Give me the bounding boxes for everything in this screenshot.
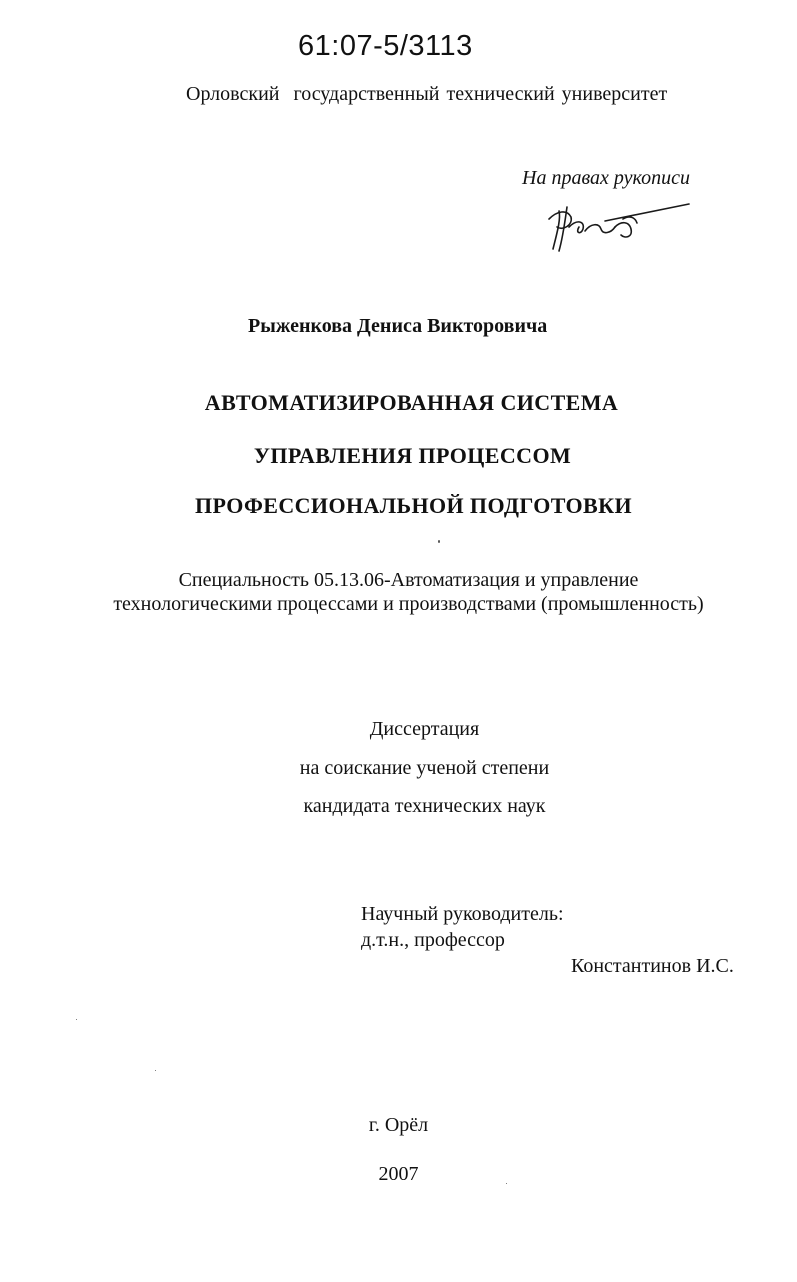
manuscript-note: На правах рукописи (522, 167, 690, 189)
title-line-2: УПРАВЛЕНИЯ ПРОЦЕССОМ (253, 443, 572, 468)
specialty-line-2: технологическими процессами и производствами (промышленность) (113, 593, 704, 615)
title-line-3: ПРОФЕССИОНАЛЬНОЙ ПОДГОТОВКИ (194, 493, 632, 518)
advisor-label: Научный руководитель: (361, 903, 564, 925)
scan-speck (438, 540, 440, 543)
signature-image (545, 197, 695, 255)
city: г. Орёл (368, 1114, 429, 1136)
advisor-name: Константинов И.С. (571, 955, 734, 977)
year: 2007 (378, 1163, 419, 1185)
degree-line-2: на соискание ученой степени (299, 757, 550, 779)
scan-speck (155, 1070, 156, 1071)
scan-speck (76, 1019, 77, 1020)
archive-code: 61:07-5/3113 (298, 30, 473, 62)
author-name: Рыженкова Дениса Викторовича (248, 315, 548, 337)
specialty-line-1: Специальность 05.13.06-Автоматизация и управление (178, 569, 639, 591)
degree-line-3: кандидата технических наук (303, 795, 546, 817)
degree-line-1: Диссертация (369, 718, 480, 740)
university-name: Орловский государственный технический университет (186, 83, 668, 105)
title-line-1: АВТОМАТИЗИРОВАННАЯ СИСТЕМА (204, 390, 619, 415)
advisor-rank: д.т.н., профессор (361, 929, 505, 951)
scan-speck (506, 1183, 507, 1184)
